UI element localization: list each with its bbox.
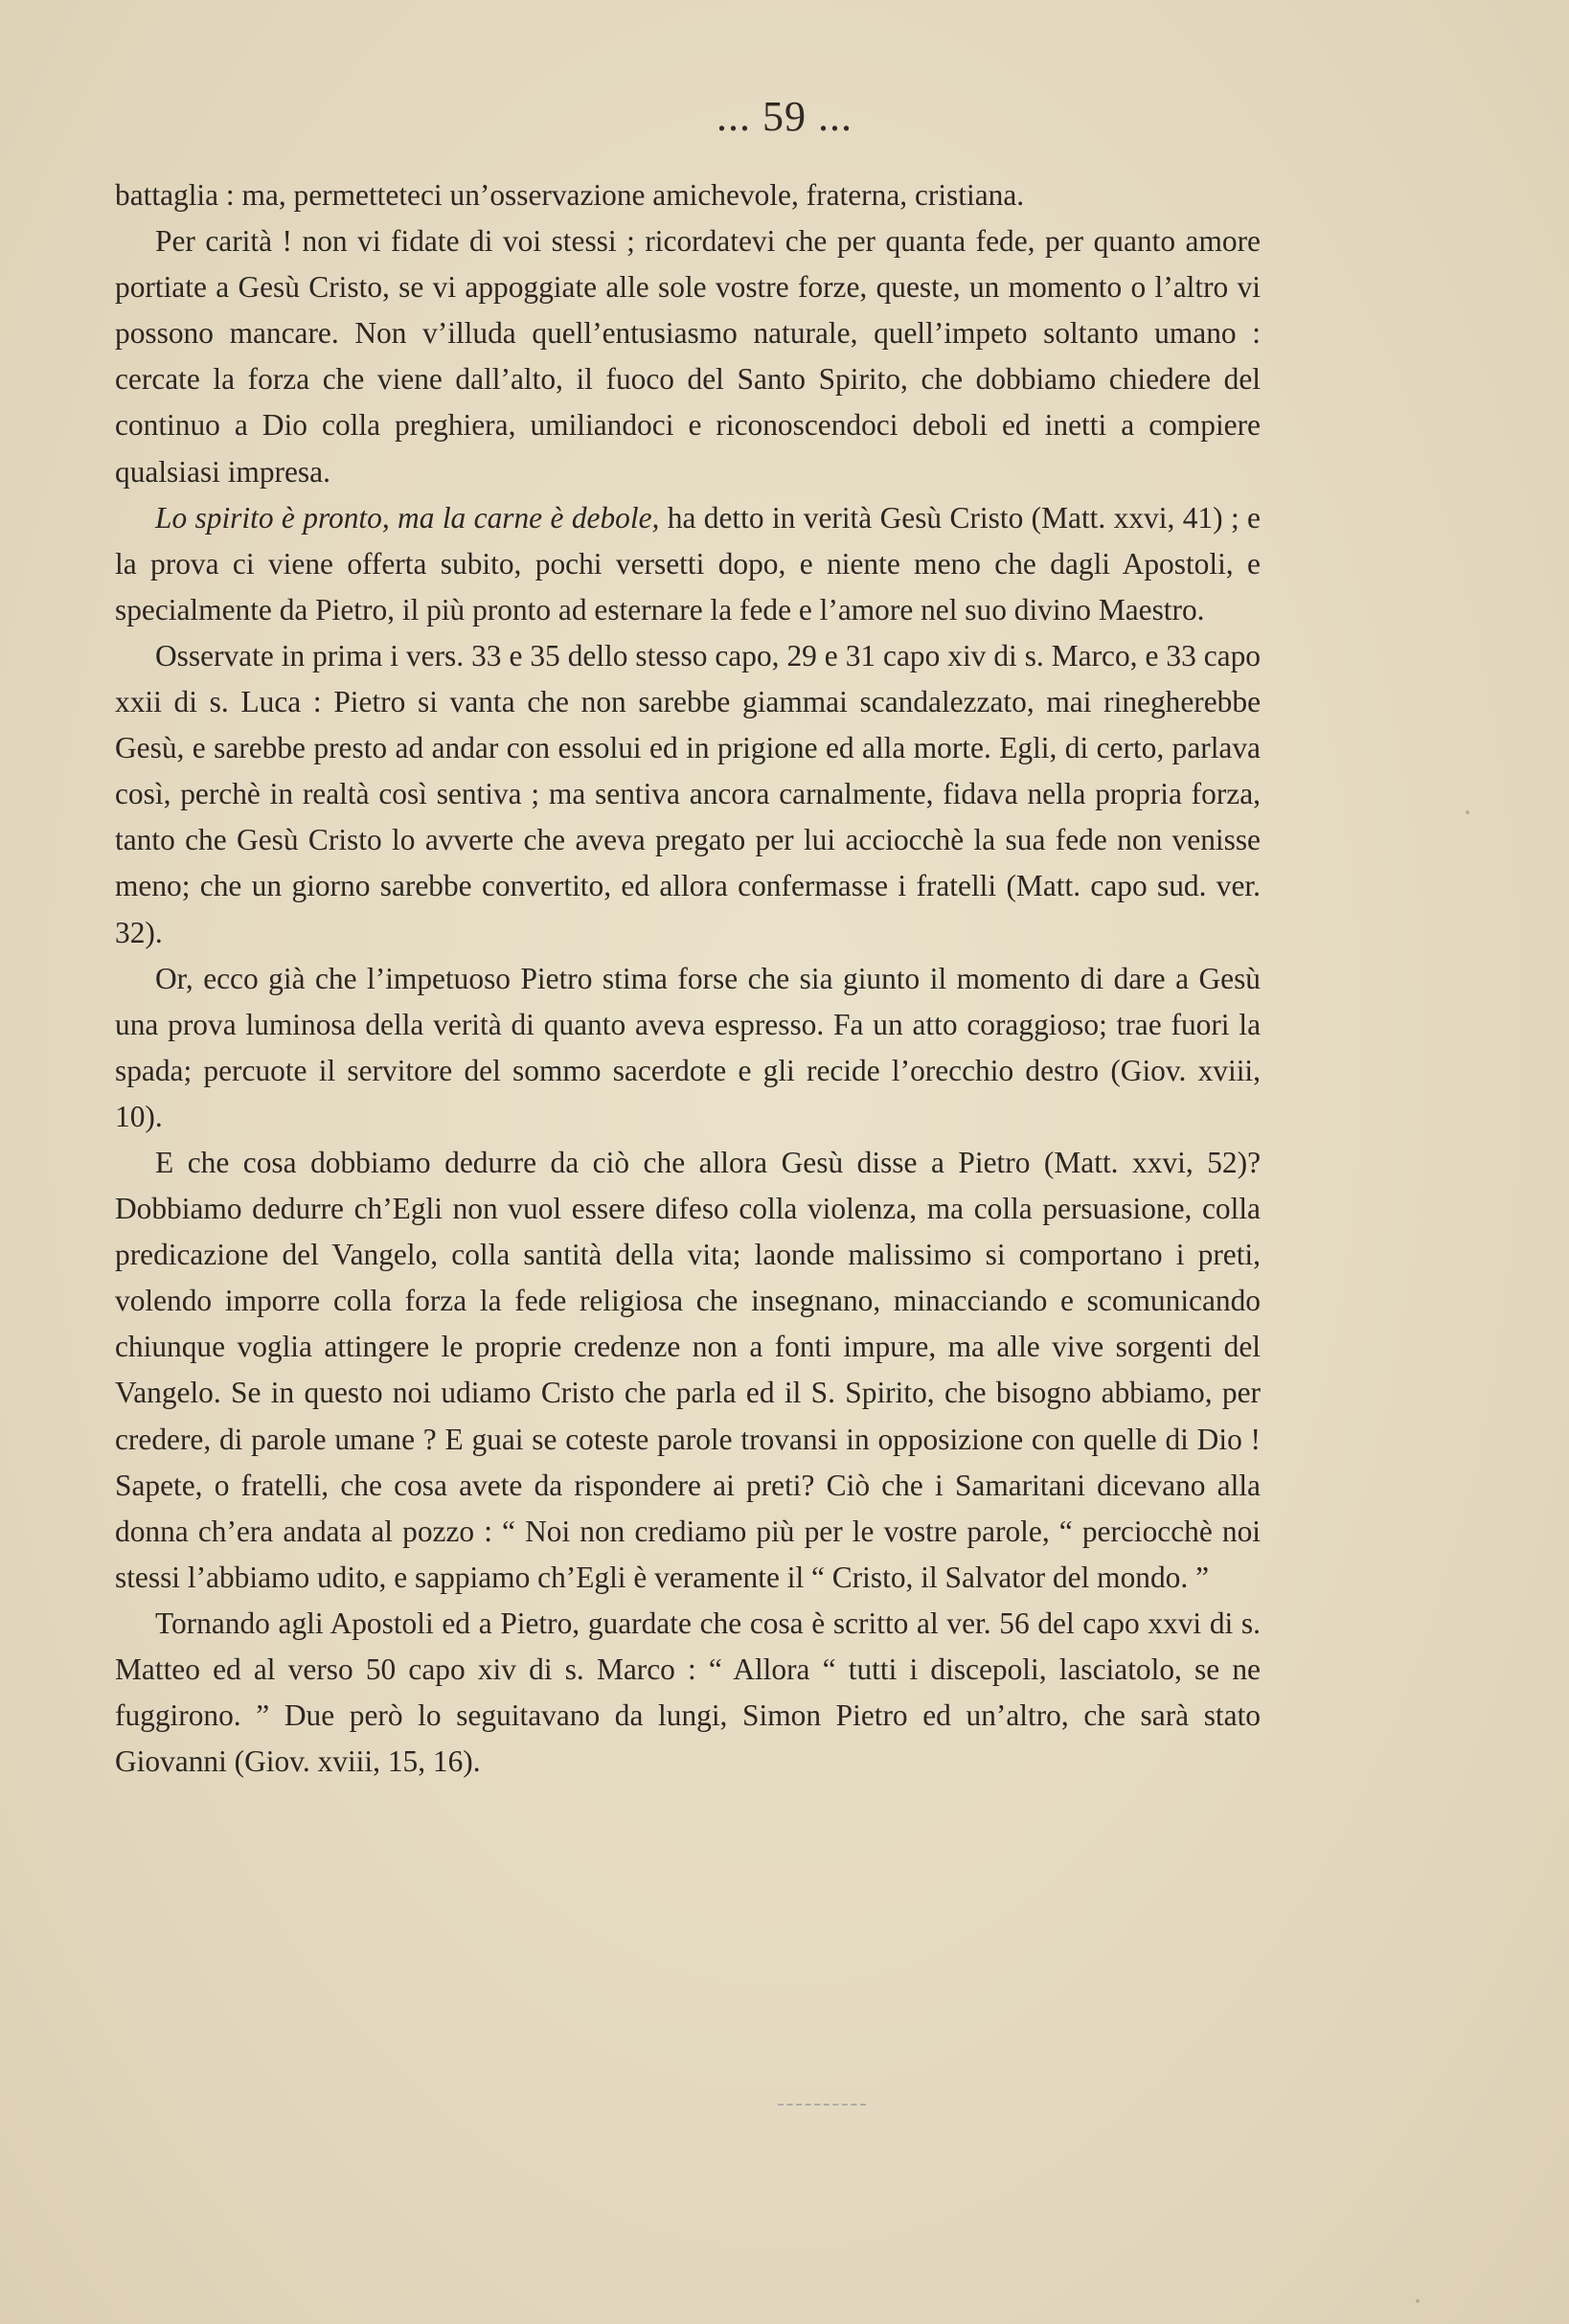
paragraph: E che cosa dobbiamo dedurre da ciò che allora Gesù disse a Pietro (Matt. xxvi, 52)? Dobbiamo dedurre ch’Egli non vuol essere difeso colla violenza, ma colla persuasione, colla predicazione del Vangelo, colla santità della vita; laonde malissimo si comportano i preti, volendo imporre colla forza la fede religiosa che insegnano, minacciando e scomunicando chiunque voglia attingere le proprie credenze non a fonti impure, ma alle vive sorgenti del Vangelo. Se in questo noi udiamo Cristo che parla ed il S. Spirito, che bisogno abbiamo, per credere, di parole umane ? E guai se coteste parole trovansi in opposizione con quelle di Dio ! Sapete, o fratelli, che cosa avete da rispondere ai preti? Ciò che i Samaritani dicevano alla donna ch’era andata al pozzo : “ Noi non crediamo più per le vostre parole, “ perciocchè noi stessi l’abbiamo udito, e sappiamo ch’Egli è veramente il “ Cristo, il Salvator del mondo. ” xyxy=(115,1145,1261,1594)
page-number: ... 59 ... xyxy=(716,93,853,140)
paragraph: Or, ecco già che l’impetuoso Pietro stima forse che sia giunto il momento di dare a Gesù una prova luminosa della verità di quanto aveva espresso. Fa un atto coraggioso; trae fuori la spada; percuote il servitore del sommo sacerdote e gli recide l’orecchio destro (Giov. xviii, 10). xyxy=(115,961,1261,1133)
body-text xyxy=(115,172,1261,1785)
paper-speck xyxy=(1466,810,1469,814)
faint-stamp-mark xyxy=(778,2075,866,2106)
paragraph: Osservate in prima i vers. 33 e 35 dello stesso capo, 29 e 31 capo xiv di s. Marco, e 33 capo xxii di s. Luca : Pietro si vanta che non sarebbe giammai scandalezzato, mai rinegherebbe Gesù, e sarebbe presto ad andar con essolui ed in prigione ed alla morte. Egli, di certo, parlava così, perchè in realtà così sentiva ; ma sentiva ancora carnalmente, fidava nella propria forza, tanto che Gesù Cristo lo avverte che aveva pregato per lui acciocchè la sua fede non venisse meno; che un giorno sarebbe convertito, ed allora confermasse i fratelli (Matt. capo sud. ver. 32). xyxy=(115,638,1261,949)
paragraph: Per carità ! non vi fidate di voi stessi ; ricordatevi che per quanta fede, per quanto amore portiate a Gesù Cristo, se vi appoggiate alle sole vostre forze, queste, un momento o l’altro vi possono mancare. Non v’illuda quell’entusiasmo naturale, quell’impeto soltanto umano : cercate la forza che viene dall’alto, il fuoco del Santo Spirito, che dobbiamo chiedere del continuo a Dio colla preghiera, umiliandoci e riconoscendoci deboli ed inetti a compiere qualsiasi impresa. xyxy=(115,224,1261,489)
paper-speck xyxy=(1416,2299,1420,2303)
italic-quote: Lo spirito è pronto, ma la carne è debole, xyxy=(155,500,660,535)
paragraph xyxy=(115,495,1261,633)
paragraph-text: ha detto in verità Gesù Cristo (Matt. xxvi, 41) ; e la prova ci viene offerta subito, pochi versetti dopo, e niente meno che dagli Apostoli, e specialmente da Pietro, il più pronto ad esternare la fede e l’amore nel suo divino Maestro. xyxy=(115,500,1261,627)
paragraph: battaglia : ma, permetteteci un’osservazione amichevole, fraterna, cristiana. xyxy=(115,178,1025,212)
paragraph: Tornando agli Apostoli ed a Pietro, guardate che cosa è scritto al ver. 56 del capo xxvi di s. Matteo ed al verso 50 capo xiv di s. Marco : “ Allora “ tutti i discepoli, lasciatolo, se ne fuggirono. ” Due però lo seguitavano da lungi, Simon Pietro ed un’altro, che sarà stato Giovanni (Giov. xviii, 15, 16). xyxy=(115,1606,1261,1779)
